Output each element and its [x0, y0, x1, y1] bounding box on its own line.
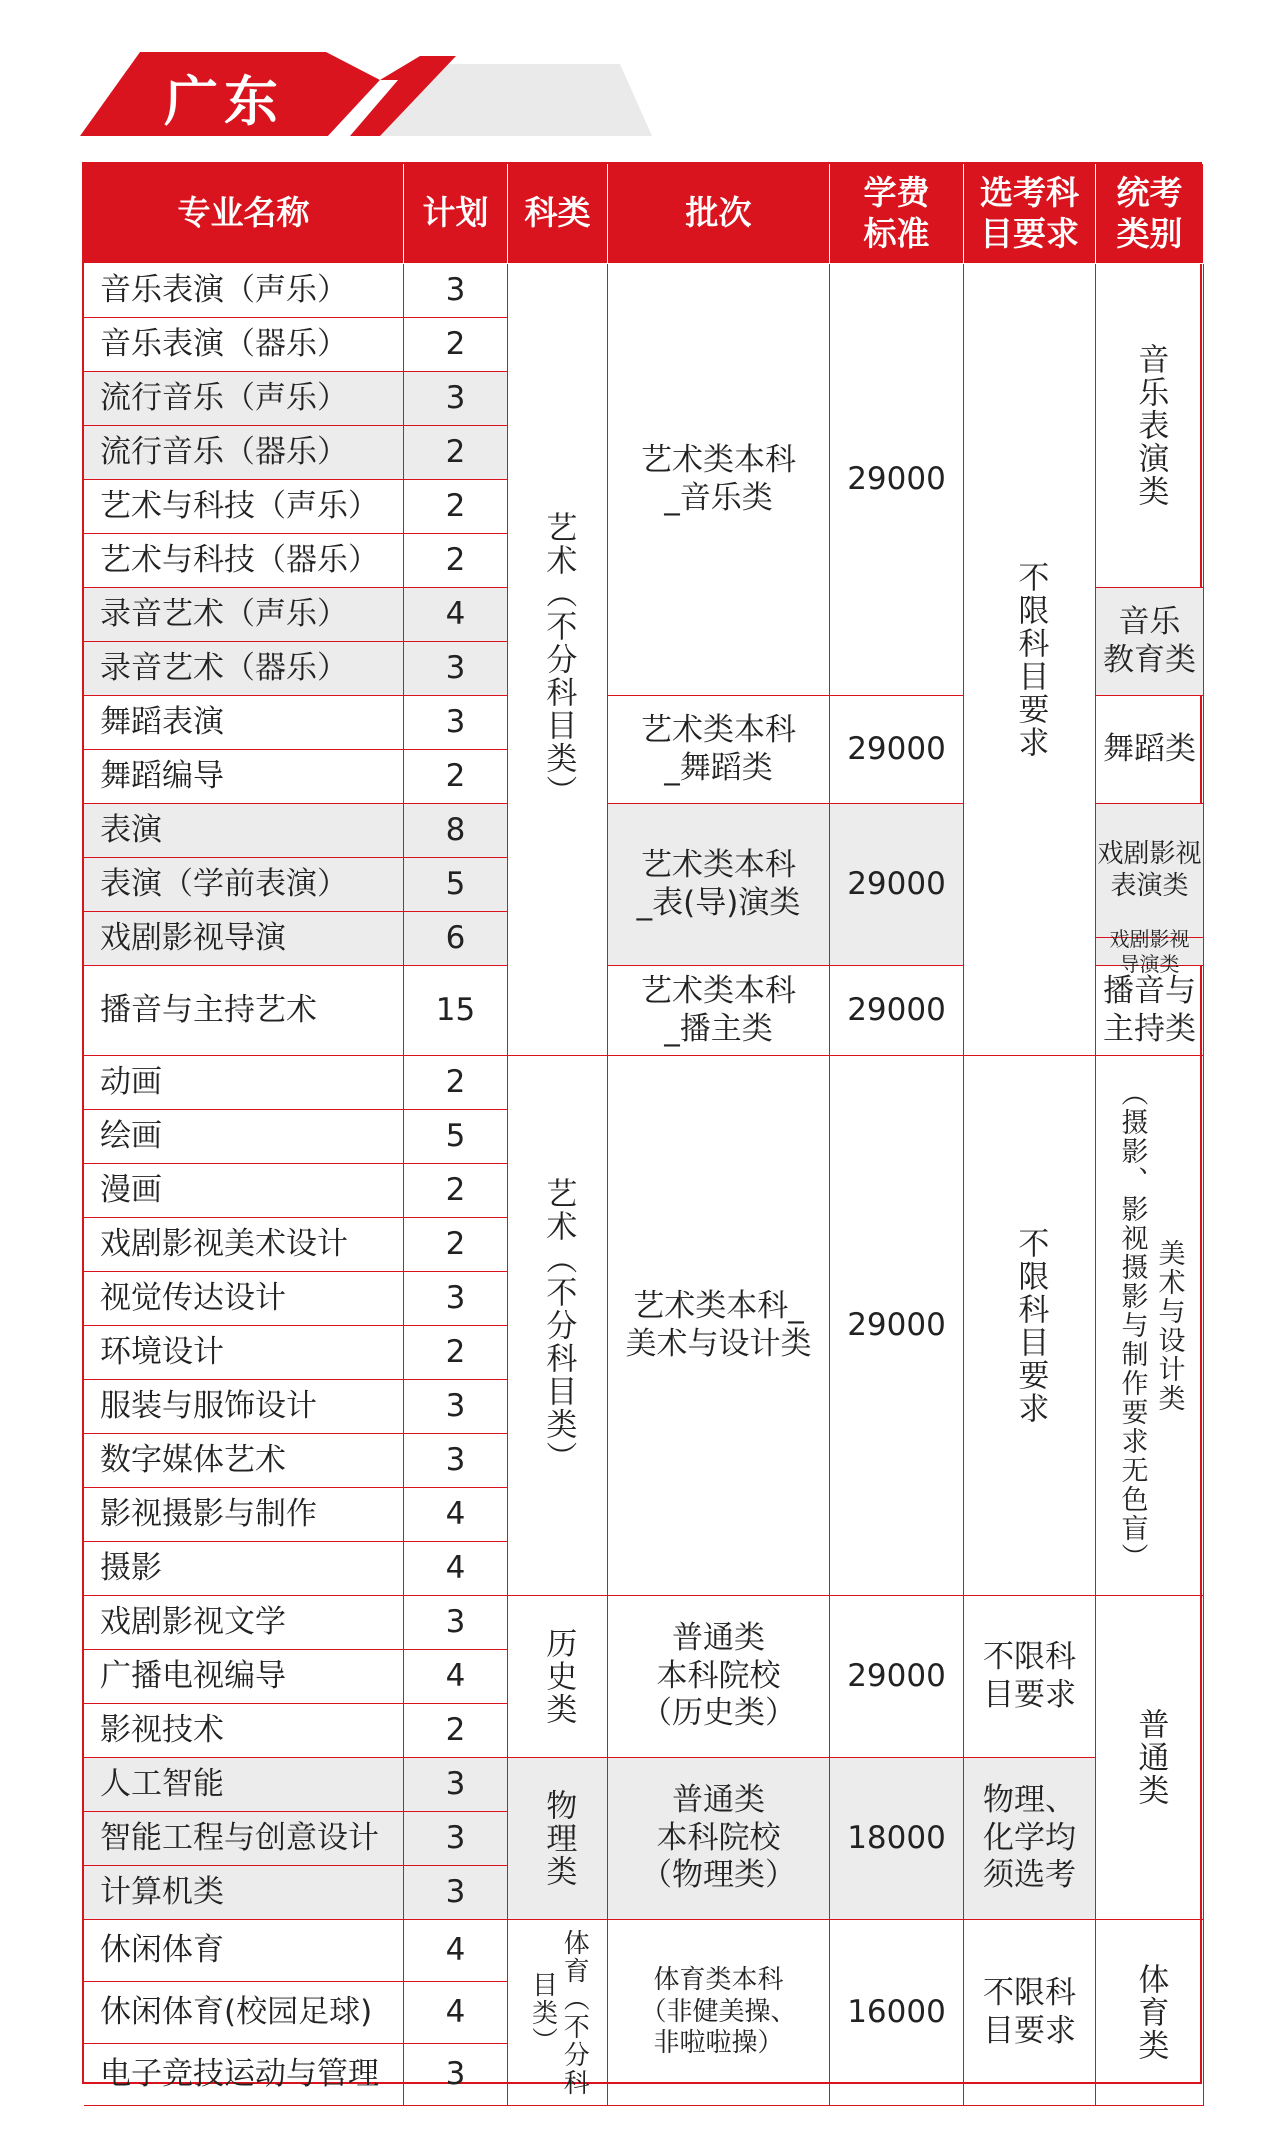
major-name-cell: [84, 480, 404, 534]
major-name-cell: [84, 696, 404, 750]
plan-cell-text: 2: [445, 1333, 466, 1370]
major-name-cell-text: 流行音乐（声乐）: [100, 379, 348, 416]
header-tuition-text: 学费 标准: [863, 173, 930, 253]
header-category-text: 科类: [524, 193, 591, 233]
category-cell-text: 艺术（不分科目类）: [540, 1177, 577, 1474]
header-exam-type-text: 统考 类别: [1116, 173, 1183, 253]
plan-cell: [404, 966, 508, 1056]
plan-cell: [404, 318, 508, 372]
plan-cell: [404, 750, 508, 804]
exam-type-cell: [1096, 1596, 1204, 1920]
major-name-cell: [84, 858, 404, 912]
major-name-cell-text: 表演（学前表演）: [100, 865, 348, 902]
category-cell-text: 历史类: [540, 1627, 577, 1726]
plan-cell-text: 3: [445, 1819, 466, 1856]
major-name-cell-text: 电子竞技运动与管理: [100, 2055, 379, 2092]
plan-cell-text: 4: [445, 1657, 466, 1694]
major-name-cell: [84, 1218, 404, 1272]
major-name-cell: [84, 2044, 404, 2106]
major-name-cell: [84, 1866, 404, 1920]
exam-type-cell: [1096, 264, 1204, 588]
plan-cell: [404, 1812, 508, 1866]
major-name-cell: [84, 1488, 404, 1542]
admission-plan-table: [82, 162, 1202, 2097]
major-name-cell-text: 广播电视编导: [100, 1657, 286, 1694]
exam-type-cell: [1096, 696, 1204, 804]
tuition-cell-text: 29000: [847, 865, 946, 902]
major-name-cell: [84, 318, 404, 372]
plan-cell-text: 2: [445, 541, 466, 578]
plan-cell-text: 3: [445, 1441, 466, 1478]
plan-cell-text: 4: [445, 1495, 466, 1532]
batch-cell: [608, 1056, 830, 1596]
subject-req-cell: [964, 1920, 1096, 2106]
exam-type-cell-text: 播音与 主持类: [1103, 972, 1196, 1047]
plan-cell: [404, 1982, 508, 2044]
plan-cell-text: 3: [445, 1603, 466, 1640]
plan-cell-text: 4: [445, 1993, 466, 2030]
major-name-cell-text: 流行音乐（器乐）: [100, 433, 348, 470]
plan-cell: [404, 1272, 508, 1326]
header-plan-text: 计划: [422, 193, 489, 233]
major-name-cell: [84, 750, 404, 804]
plan-cell-text: 4: [445, 1931, 466, 1968]
major-name-cell-text: 影视技术: [100, 1711, 224, 1748]
exam-type-cell-text: 舞蹈类: [1103, 730, 1196, 767]
major-name-cell-text: 播音与主持艺术: [100, 991, 317, 1028]
exam-type-fineart-a-text: 美术与设计类: [1153, 1238, 1185, 1413]
plan-cell: [404, 426, 508, 480]
header-subject-req-text: 选考科 目要求: [980, 173, 1079, 253]
major-name-cell-text: 录音艺术（声乐）: [100, 595, 348, 632]
tuition-cell-text: 29000: [847, 730, 946, 767]
major-name-cell: [84, 1380, 404, 1434]
tuition-cell-text: 16000: [847, 1993, 946, 2030]
major-name-cell: [84, 264, 404, 318]
category-cell: [508, 1596, 608, 1758]
plan-cell: [404, 1164, 508, 1218]
major-name-cell: [84, 1650, 404, 1704]
tuition-cell: [830, 804, 964, 966]
plan-cell: [404, 480, 508, 534]
major-name-cell: [84, 1272, 404, 1326]
exam-type-cell-text: 音乐 教育类: [1103, 603, 1196, 678]
batch-cell-text: 艺术类本科 _播主类: [641, 972, 796, 1047]
major-name-cell-text: 影视摄影与制作: [100, 1495, 317, 1532]
major-name-cell-text: 视觉传达设计: [100, 1279, 286, 1316]
batch-cell-text: 艺术类本科 _表(导)演类: [636, 846, 801, 921]
header-plan: [404, 164, 508, 264]
plan-cell: [404, 1596, 508, 1650]
major-name-cell-text: 计算机类: [100, 1873, 224, 1910]
exam-type-cell: [1096, 804, 1204, 938]
batch-cell-text: 体育类本科 （非健美操、 非啦啦操）: [640, 1964, 797, 2059]
plan-cell-text: 2: [445, 1225, 466, 1262]
major-name-cell-text: 艺术与科技（声乐）: [100, 487, 379, 524]
plan-cell-text: 2: [445, 1063, 466, 1100]
plan-cell-text: 3: [445, 2055, 466, 2092]
plan-cell-text: 2: [445, 433, 466, 470]
tuition-cell-text: 18000: [847, 1819, 946, 1856]
batch-cell: [608, 804, 830, 966]
plan-cell-text: 15: [435, 991, 476, 1028]
province-banner: [80, 52, 660, 148]
major-name-cell: [84, 804, 404, 858]
tuition-cell: [830, 1758, 964, 1920]
header-major-text: 专业名称: [177, 193, 310, 233]
major-name-cell: [84, 1982, 404, 2044]
major-name-cell-text: 舞蹈表演: [100, 703, 224, 740]
major-name-cell: [84, 1812, 404, 1866]
subject-req-cell: [964, 264, 1096, 1056]
header-batch: [608, 164, 830, 264]
tuition-cell: [830, 696, 964, 804]
plan-cell: [404, 642, 508, 696]
exam-type-cell: [1096, 966, 1204, 1056]
major-name-cell-text: 休闲体育(校园足球): [100, 1993, 373, 2030]
major-name-cell-text: 表演: [100, 811, 162, 848]
header-tuition: [830, 164, 964, 264]
major-name-cell-text: 录音艺术（器乐）: [100, 649, 348, 686]
category-cell-text: 艺术（不分科目类）: [540, 511, 577, 808]
plan-cell: [404, 1542, 508, 1596]
major-name-cell: [84, 642, 404, 696]
major-name-cell-text: 绘画: [100, 1117, 162, 1154]
batch-cell-text: 普通类 本科院校 （物理类）: [641, 1781, 796, 1894]
major-name-cell: [84, 1758, 404, 1812]
header-subject-req: [964, 164, 1096, 264]
major-name-cell: [84, 372, 404, 426]
plan-cell: [404, 2044, 508, 2106]
batch-cell: [608, 264, 830, 696]
subject-req-cell-text: 物理、 化学均 须选考: [983, 1781, 1076, 1894]
major-name-cell-text: 戏剧影视美术设计: [100, 1225, 348, 1262]
exam-type-cell-text: 戏剧影视 导演类: [1109, 927, 1190, 976]
province-title: 广东: [164, 70, 284, 133]
header-major: [84, 164, 404, 264]
subject-req-cell-text: 不限科 目要求: [983, 1638, 1076, 1713]
major-name-cell: [84, 1920, 404, 1982]
tuition-cell: [830, 1596, 964, 1758]
category-cell: [508, 1758, 608, 1920]
plan-cell-text: 2: [445, 325, 466, 362]
batch-cell: [608, 1596, 830, 1758]
batch-cell: [608, 1758, 830, 1920]
major-name-cell-text: 智能工程与创意设计: [100, 1819, 379, 1856]
tuition-cell: [830, 1056, 964, 1596]
batch-cell: [608, 1920, 830, 2106]
plan-cell-text: 3: [445, 379, 466, 416]
exam-type-fineart-b-text: （摄影、影视摄影与制作要求无色盲）: [1116, 1079, 1148, 1572]
plan-cell-text: 3: [445, 1279, 466, 1316]
exam-type-cell-text: 普通类: [1132, 1708, 1169, 1807]
plan-cell: [404, 588, 508, 642]
exam-type-cell-text: 音乐表演类: [1132, 343, 1169, 508]
major-name-cell: [84, 912, 404, 966]
tuition-cell: [830, 966, 964, 1056]
plan-cell: [404, 1866, 508, 1920]
plan-cell: [404, 804, 508, 858]
major-name-cell-text: 戏剧影视导演: [100, 919, 286, 956]
plan-cell: [404, 534, 508, 588]
subject-req-cell: [964, 1758, 1096, 1920]
plan-cell-text: 3: [445, 703, 466, 740]
batch-cell-text: 艺术类本科 _舞蹈类: [641, 711, 796, 786]
major-name-cell-text: 戏剧影视文学: [100, 1603, 286, 1640]
major-name-cell-text: 漫画: [100, 1171, 162, 1208]
batch-cell: [608, 966, 830, 1056]
plan-cell: [404, 858, 508, 912]
exam-type-cell-text: 戏剧影视 表演类: [1097, 838, 1202, 901]
major-name-cell-text: 音乐表演（声乐）: [100, 271, 348, 308]
plan-cell-text: 3: [445, 649, 466, 686]
plan-cell: [404, 912, 508, 966]
subject-req-cell-text: 不限科 目要求: [983, 1974, 1076, 2049]
plan-cell-text: 2: [445, 1171, 466, 1208]
major-name-cell-text: 舞蹈编导: [100, 757, 224, 794]
header-batch-text: 批次: [685, 193, 752, 233]
plan-cell: [404, 1650, 508, 1704]
plan-cell: [404, 1758, 508, 1812]
tuition-cell-text: 29000: [847, 1306, 946, 1343]
category-cell: [508, 264, 608, 1056]
plan-cell: [404, 1326, 508, 1380]
subject-req-cell-text: 不限科目要求: [1012, 560, 1049, 759]
plan-cell-text: 4: [445, 595, 466, 632]
tuition-cell: [830, 264, 964, 696]
major-name-cell-text: 动画: [100, 1063, 162, 1100]
plan-cell: [404, 1110, 508, 1164]
major-name-cell: [84, 426, 404, 480]
batch-cell-text: 普通类 本科院校 （历史类）: [641, 1619, 796, 1732]
plan-cell: [404, 696, 508, 750]
category-cell: [508, 1920, 608, 2106]
batch-cell: [608, 696, 830, 804]
plan-cell: [404, 1434, 508, 1488]
exam-type-cell-text: 体育类: [1132, 1963, 1169, 2062]
plan-cell: [404, 1920, 508, 1982]
plan-cell-text: 3: [445, 271, 466, 308]
major-name-cell: [84, 1110, 404, 1164]
plan-cell-text: 4: [445, 1549, 466, 1586]
major-name-cell-text: 艺术与科技（器乐）: [100, 541, 379, 578]
plan-cell: [404, 1056, 508, 1110]
exam-type-cell: [1096, 588, 1204, 696]
major-name-cell-text: 休闲体育: [100, 1931, 224, 1968]
exam-type-cell: [1096, 927, 1204, 976]
major-name-cell-text: 音乐表演（器乐）: [100, 325, 348, 362]
plan-cell: [404, 1488, 508, 1542]
category-cell-text: 物理类: [540, 1789, 577, 1888]
subject-req-cell: [964, 1596, 1096, 1758]
exam-type-cell: [1096, 1920, 1204, 2106]
major-name-cell-text: 数字媒体艺术: [100, 1441, 286, 1478]
plan-cell: [404, 1218, 508, 1272]
tuition-cell: [830, 1920, 964, 2106]
plan-cell-text: 6: [445, 919, 466, 956]
exam-type-cell: [1096, 1056, 1204, 1596]
batch-cell-text: 艺术类本科_ 美术与设计类: [625, 1287, 812, 1362]
plan-cell-text: 3: [445, 1873, 466, 1910]
header-category: [508, 164, 608, 264]
category-cell-text: 体育（不分科目类）: [527, 1928, 590, 2097]
major-name-cell-text: 人工智能: [100, 1765, 224, 1802]
major-name-cell: [84, 1056, 404, 1110]
tuition-cell-text: 29000: [847, 1657, 946, 1694]
major-name-cell: [84, 534, 404, 588]
plan-cell-text: 8: [445, 811, 466, 848]
major-name-cell: [84, 1164, 404, 1218]
batch-cell-text: 艺术类本科 _音乐类: [641, 441, 796, 516]
category-cell: [508, 1056, 608, 1596]
major-name-cell-text: 摄影: [100, 1549, 162, 1586]
major-name-cell: [84, 1596, 404, 1650]
plan-cell-text: 5: [445, 865, 466, 902]
plan-cell: [404, 1380, 508, 1434]
plan-cell-text: 2: [445, 757, 466, 794]
major-name-cell: [84, 1704, 404, 1758]
plan-cell-text: 2: [445, 1711, 466, 1748]
tuition-cell-text: 29000: [847, 991, 946, 1028]
major-name-cell-text: 环境设计: [100, 1333, 224, 1370]
major-name-cell: [84, 1434, 404, 1488]
plan-cell-text: 3: [445, 1765, 466, 1802]
header-exam-type: [1096, 164, 1204, 264]
plan-cell-text: 2: [445, 487, 466, 524]
plan-cell: [404, 372, 508, 426]
plan-cell: [404, 264, 508, 318]
major-name-cell: [84, 1542, 404, 1596]
major-name-cell: [84, 966, 404, 1056]
plan-cell: [404, 1704, 508, 1758]
major-name-cell: [84, 1326, 404, 1380]
major-name-cell-text: 服装与服饰设计: [100, 1387, 317, 1424]
subject-req-cell-text: 不限科目要求: [1012, 1226, 1049, 1425]
subject-req-cell: [964, 1056, 1096, 1596]
tuition-cell-text: 29000: [847, 460, 946, 497]
major-name-cell: [84, 588, 404, 642]
plan-cell-text: 5: [445, 1117, 466, 1154]
plan-cell-text: 3: [445, 1387, 466, 1424]
